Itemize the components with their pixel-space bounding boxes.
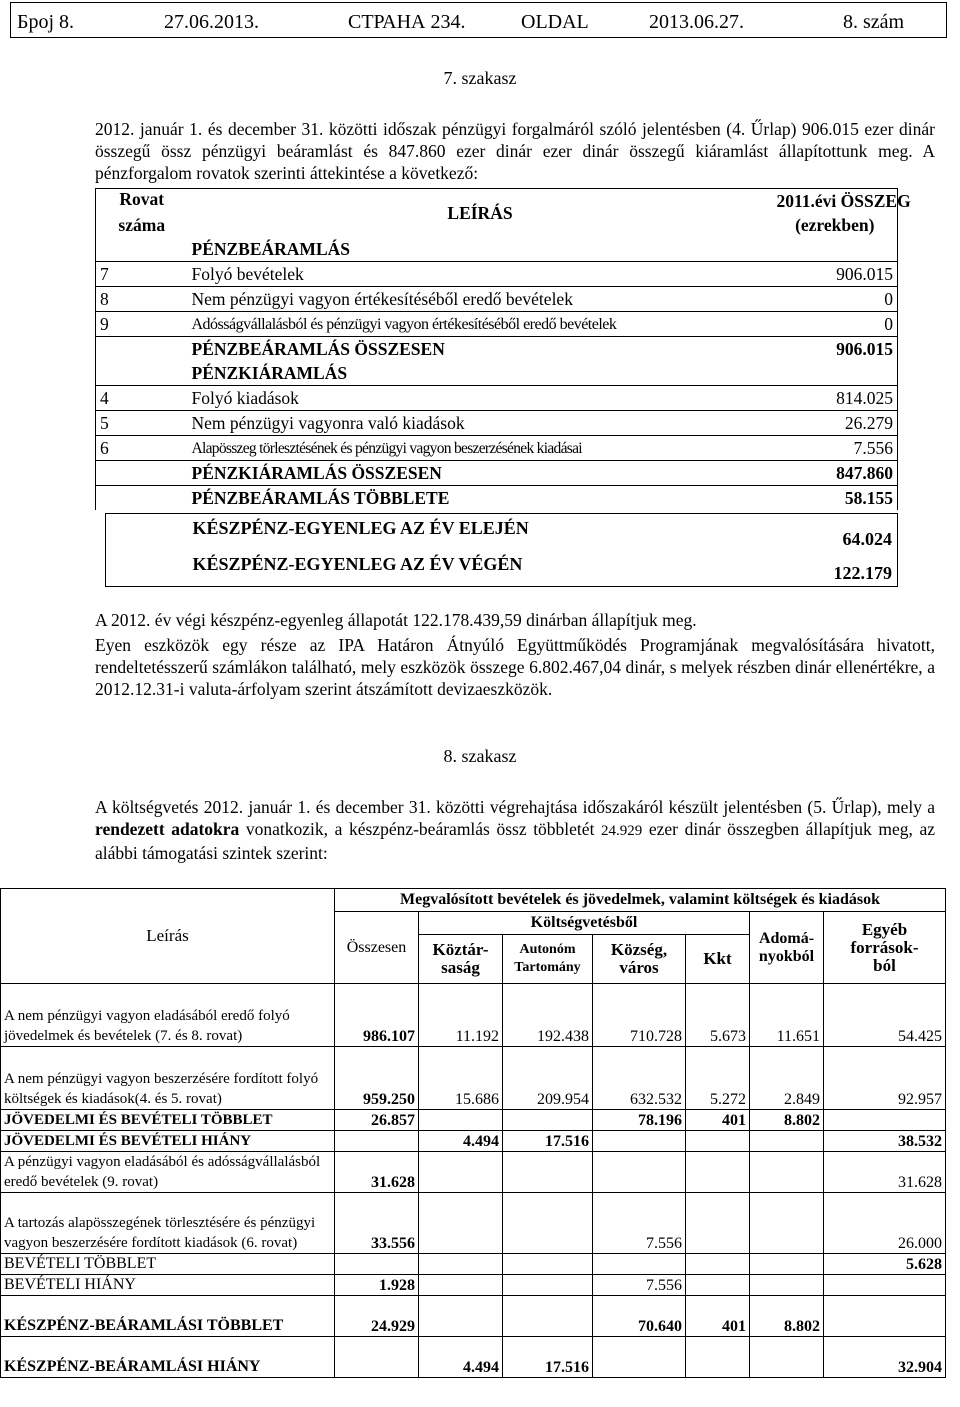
year-end-balance-statement: A 2012. év végi készpénz-egyenleg állapotát 122.178.439,59 dinárban állapítjuk meg. bbox=[95, 610, 697, 630]
cash-flow-table bbox=[95, 188, 911, 510]
cash-end-value: 122.179 bbox=[773, 550, 898, 587]
surplus-label: PÉNZBEÁRAMLÁS TÖBBLETE bbox=[191, 487, 450, 508]
table-row: A nem pénzügyi vagyon eladásából eredő folyó jövedelmek és bevételek (7. és 8. rovat) 986.107 11.192 192.438 710.728 5.673 11.651 54.425 bbox=[1, 984, 946, 1047]
section-8-paragraph bbox=[95, 796, 935, 864]
surplus-value: 58.155 bbox=[773, 486, 898, 511]
inflow-total: 906.015 bbox=[773, 337, 898, 362]
col-header-amount-1: 2011.évi ÖSSZEG bbox=[773, 189, 898, 214]
section-8-total: 24.929 bbox=[601, 823, 643, 839]
col-header-budget: Költségvetésből bbox=[419, 912, 750, 935]
funding-levels-table bbox=[0, 888, 945, 1378]
inflow-total-label: PÉNZBEÁRAMLÁS ÖSSZESEN bbox=[191, 338, 445, 359]
cash-start-value: 64.024 bbox=[773, 514, 898, 551]
table-row: 6 Alapösszeg törlesztésének és pénzügyi vagyon beszerzésének kiadásai 7.556 bbox=[96, 436, 898, 461]
section-7-title: 7. szakasz bbox=[443, 68, 517, 88]
table-row: 7 Folyó bevételek 906.015 bbox=[96, 262, 898, 287]
col-header-province: Autonóm Tartomány bbox=[503, 935, 593, 984]
date-hu: 2013.06.27. bbox=[649, 11, 744, 33]
section-8-title: 8. szakasz bbox=[443, 746, 517, 766]
table-row: A tartozás alapösszegének törlesztésére és pénzügyi vagyon beszerzésére fordított kiadások (6. rovat) 33.556 7.556 26.000 bbox=[1, 1193, 946, 1254]
col-header-kkt: Kkt bbox=[686, 935, 750, 984]
table-row: BEVÉTELI TÖBBLET 5.628 bbox=[1, 1254, 946, 1275]
issue-number-sr: Број 8. bbox=[17, 11, 75, 33]
section-8-text-3: ezer dinár összegben állapítjuk meg, az alábbi támogatási szintek szerint: bbox=[95, 819, 935, 863]
outflow-total-label: PÉNZKIÁRAMLÁS ÖSSZESEN bbox=[188, 461, 773, 486]
page-label-hu: OLDAL bbox=[521, 11, 589, 33]
col-header-total: Összesen bbox=[335, 912, 419, 984]
cash-balance-table bbox=[105, 513, 897, 587]
page-number-sr: СТРАНА 234. bbox=[348, 11, 466, 33]
outflow-total: 847.860 bbox=[773, 461, 898, 486]
table-row: A pénzügyi vagyon eladásából és adósságvállalásból eredő bevételek (9. rovat) 31.628 31.628 bbox=[1, 1152, 946, 1193]
table-row: A nem pénzügyi vagyon beszerzésére fordított folyó költségek és kiadások(4. és 5. rovat) 959.250 15.686 209.954 632.532 5.272 2.849 92.957 bbox=[1, 1047, 946, 1110]
issue-number-hu: 8. szám bbox=[843, 11, 905, 33]
col-header-other-sources: Egyéb források- ból bbox=[824, 912, 946, 984]
ipa-funds-paragraph bbox=[95, 634, 935, 700]
inflow-heading: PÉNZBEÁRAMLÁS bbox=[188, 237, 773, 262]
ipa-funds-text: Eyen eszközök egy része az IPA Határon Átnyúló Együttműködés Programjának megvalósítására hivatott, rendeltetésszerű számlákon található, mely eszközök összege 6.802.467,04 dinár, s melyek részben dinár ellenértékre, a 2012.12.31-i valuta-árfolyam szerint átszámított devizaeszközök. bbox=[95, 635, 935, 699]
cash-end-label: KÉSZPÉNZ-EGYENLEG AZ ÉV VÉGÉN bbox=[188, 550, 773, 587]
col-header-amount-2: (ezrekben) bbox=[773, 213, 898, 237]
table-row: JÖVEDELMI ÉS BEVÉTELI TÖBBLET 26.857 78.196 401 8.802 bbox=[1, 1110, 946, 1131]
section-8-text-2: vonatkozik, a készpénz-beáramlás össz többletét bbox=[239, 819, 602, 839]
col-header-row-no-2: száma bbox=[96, 213, 188, 237]
page-header bbox=[10, 2, 947, 38]
col-header-municipality: Község, város bbox=[593, 935, 686, 984]
col-header-description: Leírás bbox=[1, 889, 335, 984]
section-8-bold-text: rendezett adatokra bbox=[95, 819, 240, 839]
section-7-intro: 2012. január 1. és december 31. közötti időszak pénzügyi forgalmáról szóló jelentésben (4. Űrlap) 906.015 ezer dinár összegű össz pénzügyi beáramlást és 847.860 ezer dinár ezer dinár összegű kiáramlást állapítottunk meg. A pénzforgalom rovatok szerinti áttekintése a következő: bbox=[95, 119, 935, 183]
table-row: KÉSZPÉNZ-BEÁRAMLÁSI TÖBBLET 24.929 70.640 401 8.802 bbox=[1, 1296, 946, 1337]
col-header-main: Megvalósított bevételek és jövedelmek, valamint költségek és kiadások bbox=[335, 889, 946, 912]
outflow-heading: PÉNZKIÁRAMLÁS bbox=[188, 361, 773, 386]
section-8-text-1: A költségvetés 2012. január 1. és december 31. közötti végrehajtása időszakáról készült jelentésben (5. Űrlap), mely a bbox=[95, 797, 935, 817]
table-row: 4 Folyó kiadások 814.025 bbox=[96, 386, 898, 411]
col-header-donations: Adomá- nyokból bbox=[750, 912, 824, 984]
col-header-description: LEÍRÁS bbox=[188, 189, 773, 238]
col-header-row-no-1: Rovat bbox=[96, 189, 188, 214]
table-row: 5 Nem pénzügyi vagyonra való kiadások 26.279 bbox=[96, 411, 898, 436]
cash-start-label: KÉSZPÉNZ-EGYENLEG AZ ÉV ELEJÉN bbox=[188, 514, 773, 551]
col-header-republic: Köztár- saság bbox=[419, 935, 503, 984]
table-row: BEVÉTELI HIÁNY 1.928 7.556 bbox=[1, 1275, 946, 1296]
table-row: 8 Nem pénzügyi vagyon értékesítéséből eredő bevételek 0 bbox=[96, 287, 898, 312]
date-sr: 27.06.2013. bbox=[164, 11, 259, 33]
table-row: 9 Adósságvállalásból és pénzügyi vagyon értékesítéséből eredő bevételek 0 bbox=[96, 312, 898, 337]
table-row: KÉSZPÉNZ-BEÁRAMLÁSI HIÁNY 4.494 17.516 32.904 bbox=[1, 1337, 946, 1378]
table-row: JÖVEDELMI ÉS BEVÉTELI HIÁNY 4.494 17.516 38.532 bbox=[1, 1131, 946, 1152]
